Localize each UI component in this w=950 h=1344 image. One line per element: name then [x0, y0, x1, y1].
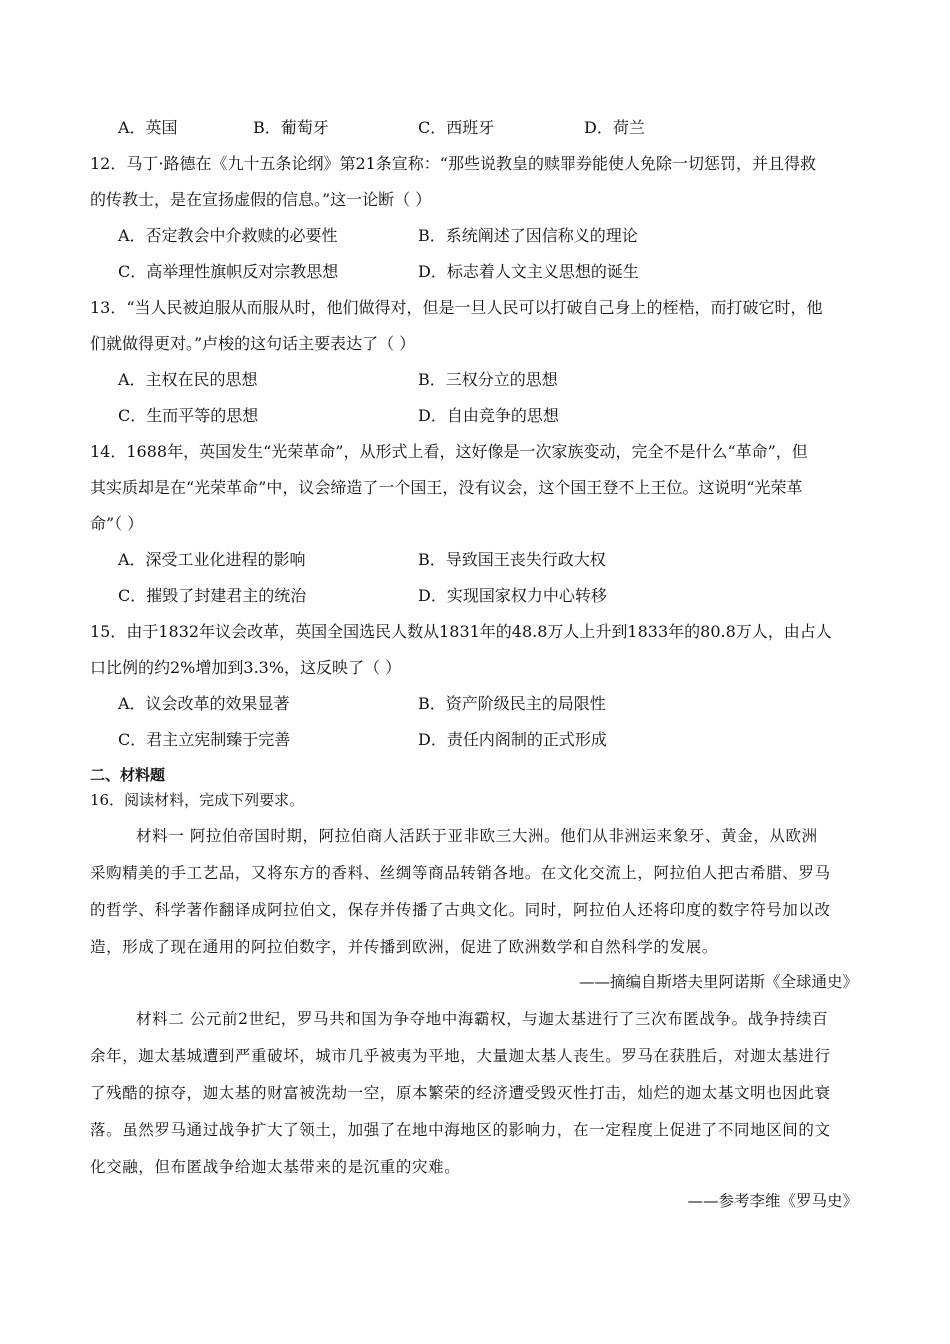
q15-option-b: B．资产阶级民主的局限性 [418, 694, 606, 713]
material-2-source: ——参考李维《罗马史》 [687, 1192, 858, 1210]
material-2-line: 落。虽然罗马通过战争扩大了领土，加强了在地中海地区的影响力，在一定程度上促进了不同地区间的文 [90, 1121, 831, 1139]
q13-stem-line: 13．“当人民被迫服从而服从时，他们做得对，但是一旦人民可以打破自己身上的桎梏，而打破它时，他 [90, 298, 823, 317]
q15-option-c: C．君主立宪制臻于完善 [118, 730, 291, 749]
q16-intro: 16．阅读材料，完成下列要求。 [90, 791, 305, 809]
q13-option-c: C．生而平等的思想 [118, 406, 259, 425]
q11-option-d: D．荷兰 [584, 118, 645, 137]
q14-option-d: D．实现国家权力中心转移 [418, 586, 607, 605]
q14-stem-line: 其实质却是在“光荣革命”中，议会缔造了一个国王，没有议会，这个国王登不上王位。这说明“光荣革 [90, 478, 803, 497]
q13-option-b: B．三权分立的思想 [418, 370, 558, 389]
q15-option-d: D．责任内阁制的正式形成 [418, 730, 607, 749]
q12-option-c: C．高举理性旗帜反对宗教思想 [118, 262, 339, 281]
material-1-line: 材料一 阿拉伯帝国时期，阿拉伯商人活跃于亚非欧三大洲。他们从非洲运来象牙、黄金，从欧洲 [136, 827, 818, 845]
q13-option-a: A．主权在民的思想 [118, 370, 258, 389]
q15-stem-line: 口比例的约2%增加到3.3%，这反映了（ ） [90, 658, 402, 677]
q11-option-b: B．葡萄牙 [253, 118, 329, 137]
material-1-line: 造，形成了现在通用的阿拉伯数字，并传播到欧洲，促进了欧洲数学和自然科学的发展。 [90, 938, 718, 956]
q12-option-b: B．系统阐述了因信称义的理论 [418, 226, 638, 245]
q13-stem-line: 们就做得更对。”卢梭的这句话主要表达了（ ） [90, 334, 416, 353]
q14-stem-line: 命”（ ） [90, 514, 144, 533]
material-2-line: 了残酷的掠夺，迦太基的财富被洗劫一空，原本繁荣的经济遭受毁灭性打击，灿烂的迦太基文明也因此衰 [90, 1084, 831, 1102]
q14-option-c: C．摧毁了封建君主的统治 [118, 586, 307, 605]
q12-stem-line: 的传教士，是在宣扬虚假的信息。”这一论断（ ） [90, 190, 432, 209]
q15-option-a: A．议会改革的效果显著 [118, 694, 290, 713]
q14-option-a: A．深受工业化进程的影响 [118, 550, 306, 569]
material-2-line: 材料二 公元前2世纪，罗马共和国为争夺地中海霸权，与迦太基进行了三次布匿战争。战争持续百 [136, 1010, 829, 1028]
q15-stem-line: 15．由于1832年议会改革，英国全国选民人数从1831年的48.8万人上升到1833年的80.8万人，由占人 [90, 622, 832, 641]
q14-stem-line: 14．1688年，英国发生“光荣革命”，从形式上看，这好像是一次家族变动，完全不是什么“革命”，但 [90, 442, 808, 461]
q14-option-b: B．导致国王丧失行政大权 [418, 550, 606, 569]
material-2-line: 余年，迦太基城遭到严重破坏，城市几乎被夷为平地，大量迦太基人丧生。罗马在获胜后，对迦太基进行 [90, 1047, 831, 1065]
q12-stem-line: 12．马丁·路德在《九十五条论纲》第21条宣称：“那些说教皇的赎罪券能使人免除一切惩罚，并且得救 [90, 154, 816, 173]
q11-option-a: A．英国 [118, 118, 178, 137]
material-2-line: 化交融，但布匿战争给迦太基带来的是沉重的灾难。 [90, 1158, 461, 1176]
material-1-line: 的哲学、科学著作翻译成阿拉伯文，保存并传播了古典文化。同时，阿拉伯人还将印度的数字符号加以改 [90, 901, 831, 919]
section-heading: 二、材料题 [90, 766, 166, 784]
q12-option-d: D．标志着人文主义思想的诞生 [418, 262, 639, 281]
material-1-line: 采购精美的手工艺品，又将东方的香料、丝绸等商品转销各地。在文化交流上，阿拉伯人把古希腊、罗马 [90, 864, 831, 882]
q13-option-d: D．自由竞争的思想 [418, 406, 559, 425]
material-1-source: ——摘编自斯塔夫里阿诺斯《全球通史》 [578, 973, 858, 991]
q11-option-c: C．西班牙 [418, 118, 495, 137]
q12-option-a: A．否定教会中介救赎的必要性 [118, 226, 338, 245]
